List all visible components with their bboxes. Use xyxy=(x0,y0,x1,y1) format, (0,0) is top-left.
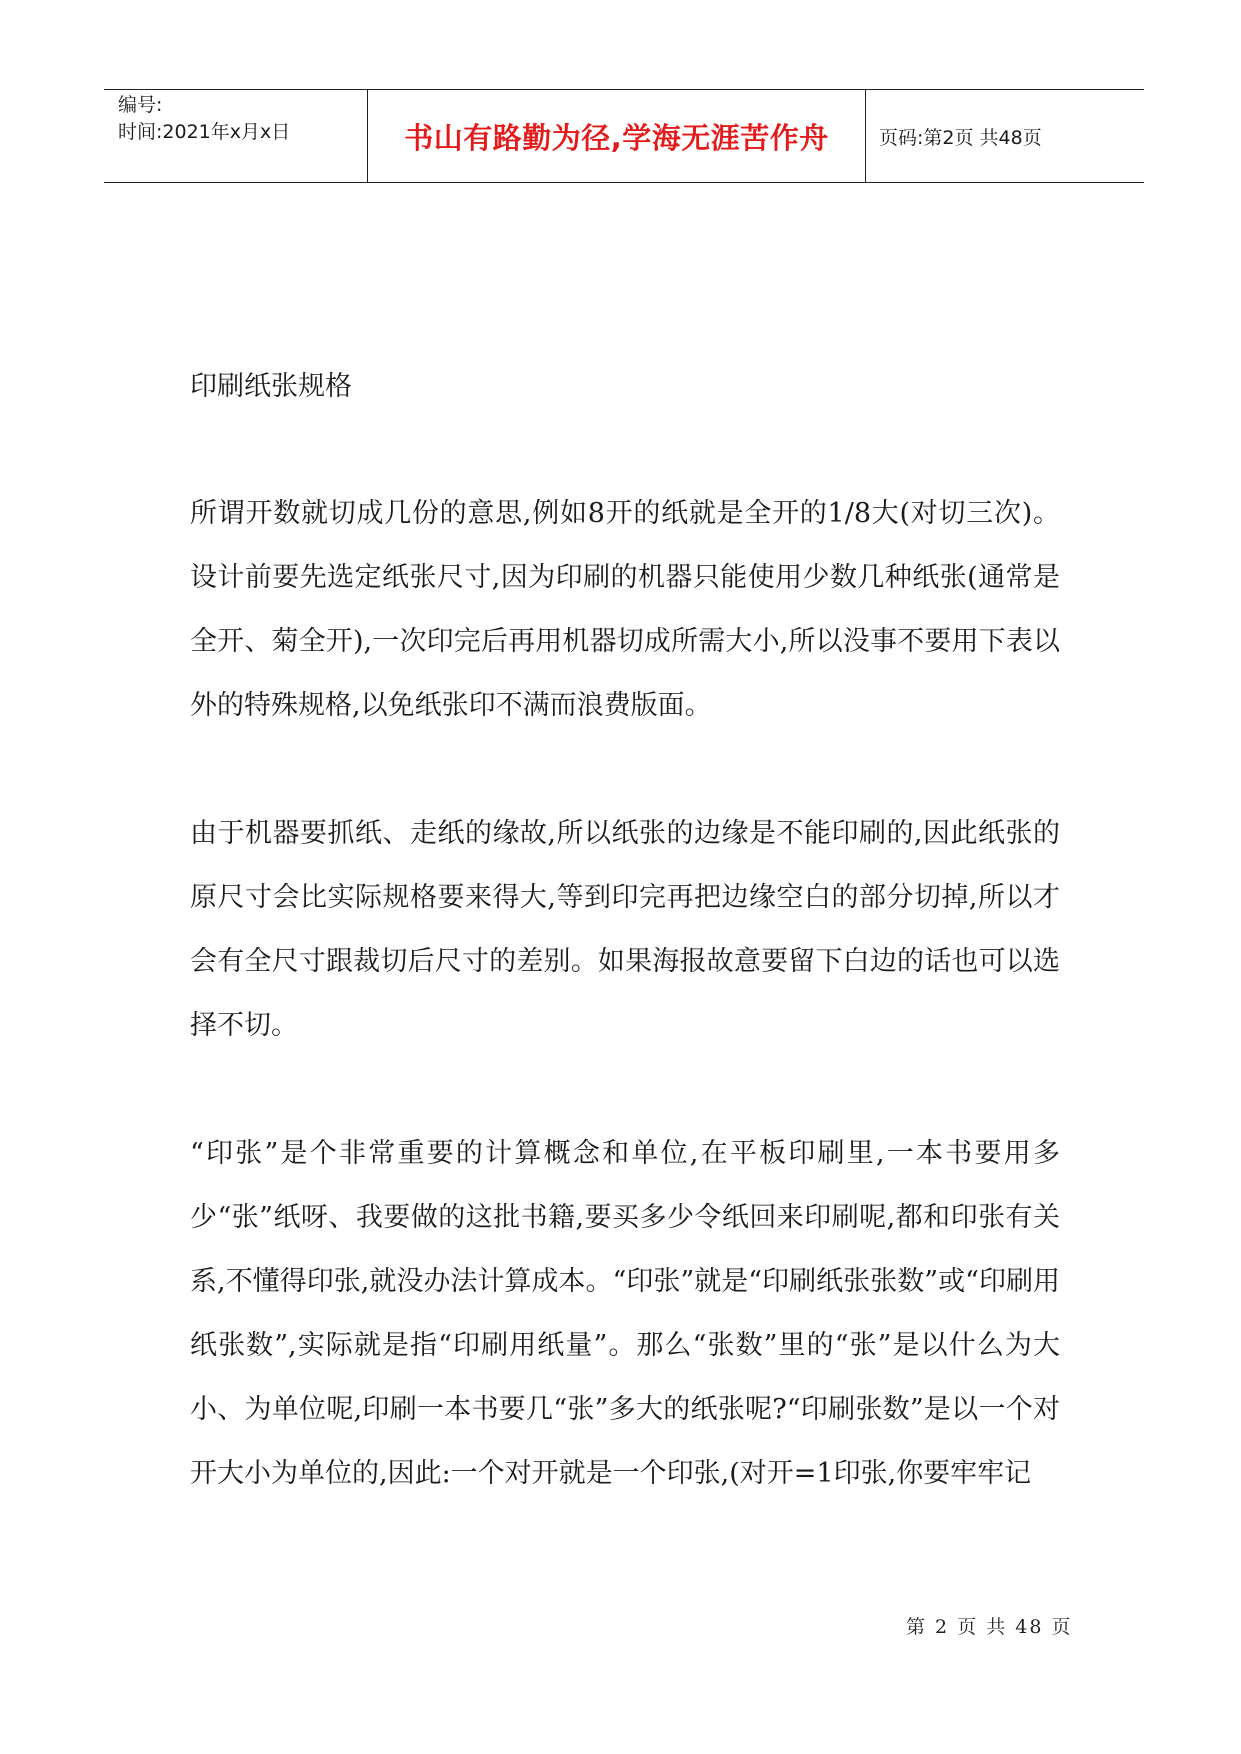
time-label: 时间:2021年x月x日 xyxy=(118,121,291,143)
header-motto-cell xyxy=(368,90,866,182)
page-footer: 第 2 页 共 48 页 xyxy=(906,1616,1073,1638)
page-number-label: 页码:第2页 共48页 xyxy=(879,126,1042,149)
header-meta-cell xyxy=(104,90,368,182)
document-title: 印刷纸张规格 xyxy=(190,371,352,402)
header-page-cell xyxy=(865,90,1144,182)
paragraph: 由于机器要抓纸、走纸的缘故,所以纸张的边缘是不能印刷的,因此纸张的原尺寸会比实际规格要来得大,等到印完再把边缘空白的部分切掉,所以才会有全尺寸跟裁切后尺寸的差别。如果海报故意要留下白边的话也可以选择不切。 xyxy=(190,818,1060,1041)
serial-number-label: 编号: xyxy=(118,94,163,116)
paragraph: 所谓开数就切成几份的意思,例如8开的纸就是全开的1/8大(对切三次)。设计前要先选定纸张尺寸,因为印刷的机器只能使用少数几种纸张(通常是全开、菊全开),一次印完后再用机器切成所需大小,所以没事不要用下表以外的特殊规格,以免纸张印不满而浪费版面。 xyxy=(190,498,1060,721)
document-header xyxy=(104,89,1144,183)
motto-text: 书山有路勤为径,学海无涯苦作舟 xyxy=(404,120,829,155)
paragraph: “印张”是个非常重要的计算概念和单位,在平板印刷里,一本书要用多少“张”纸呀、我要做的这批书籍,要买多少令纸回来印刷呢,都和印张有关系,不懂得印张,就没办法计算成本。“印张”就是“印刷纸张张数”或“印刷用纸张数”,实际就是指“印刷用纸量”。那么“张数”里的“张”是以什么为大小、为单位呢,印刷一本书要几“张”多大的纸张呢?“印刷张数”是以一个对开大小为单位的,因此:一个对开就是一个印张,(对开=1印张,你要牢牢记 xyxy=(190,1138,1060,1489)
document-body xyxy=(190,355,1060,1506)
